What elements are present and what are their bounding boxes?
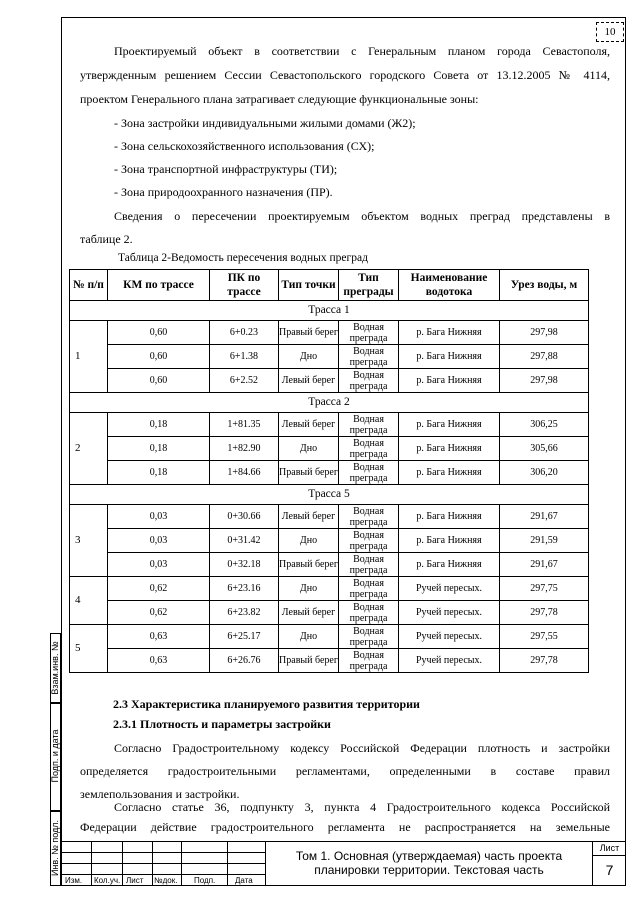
zone-item: - Зона застройки индивидуальными жилыми домами (Ж2); — [114, 116, 416, 130]
table-cell: 1+84.66 — [210, 461, 279, 485]
table-cell: Водная преграда — [339, 505, 399, 529]
table-cell: 0,63 — [108, 649, 210, 673]
table-cell: 0,03 — [108, 553, 210, 577]
table-cell: 0+30.66 — [210, 505, 279, 529]
section-title: Трасса 2 — [70, 393, 589, 413]
section-heading-2-3-1: 2.3.1 Плотность и параметры застройки — [113, 717, 331, 731]
table-cell: 0+31.42 — [210, 529, 279, 553]
table-cell: 0,18 — [108, 461, 210, 485]
table-cell: Ручей пересых. — [399, 577, 500, 601]
stamp-label: Изм. — [65, 876, 83, 885]
table-cell: 6+23.16 — [210, 577, 279, 601]
table-cell: 297,98 — [500, 369, 589, 393]
table-cell: р. Бага Нижняя — [399, 369, 500, 393]
table-cell: 291,67 — [500, 553, 589, 577]
table-row — [70, 601, 589, 625]
table-row — [70, 553, 589, 577]
paragraph-3-line-3: землепользования и застройки. — [80, 787, 240, 801]
table-cell: 306,20 — [500, 461, 589, 485]
table-cell: 297,55 — [500, 625, 589, 649]
table-cell: 0,03 — [108, 505, 210, 529]
table-cell: 0,60 — [108, 321, 210, 345]
document-title-line-1: Том 1. Основная (утверждаемая) часть проекта — [295, 849, 563, 863]
table-cell: 6+23.82 — [210, 601, 279, 625]
stamp-label: Подп. — [194, 876, 216, 885]
paragraph-2-line-1: Сведения о пересечении проектируемым объектом водных преград представлены в — [114, 209, 610, 223]
table-cell: Правый берег — [279, 461, 339, 485]
sheet-label: Лист — [593, 841, 626, 856]
table-cell: р. Бага Нижняя — [399, 345, 500, 369]
table-cell: 0,62 — [108, 601, 210, 625]
paragraph-1-line-1: Проектируемый объект в соответствии с Генеральным планом города Севастополя, — [114, 44, 610, 58]
table-row — [70, 369, 589, 393]
table-cell: Водная преграда — [339, 413, 399, 437]
table-cell: 305,66 — [500, 437, 589, 461]
row-number: 1 — [70, 321, 108, 393]
stamp-label: Дата — [235, 876, 253, 885]
table-cell: 0,18 — [108, 413, 210, 437]
table-cell: Водная преграда — [339, 369, 399, 393]
table-cell: 6+0.23 — [210, 321, 279, 345]
table-cell: 0,63 — [108, 625, 210, 649]
table-cell: Левый берег — [279, 505, 339, 529]
table-cell: 0+32.18 — [210, 553, 279, 577]
table-cell: 297,88 — [500, 345, 589, 369]
col-header: № п/п — [70, 270, 108, 301]
table-cell: Левый берег — [279, 369, 339, 393]
table-cell: 297,98 — [500, 321, 589, 345]
row-number: 4 — [70, 577, 108, 625]
table-cell: р. Бага Нижняя — [399, 553, 500, 577]
paragraph-4-line-1: Согласно статье 36, подпункту 3, пункта 4 Градостроительного кодекса Российской — [114, 800, 610, 814]
row-number: 5 — [70, 625, 108, 673]
water-crossings-table — [69, 269, 589, 673]
table-cell: р. Бага Нижняя — [399, 321, 500, 345]
section-title: Трасса 5 — [70, 485, 589, 505]
col-header: Наименование водотока — [399, 270, 500, 301]
table-cell: Водная преграда — [339, 461, 399, 485]
section-row — [70, 301, 589, 321]
table-cell: 306,25 — [500, 413, 589, 437]
table-cell: 291,67 — [500, 505, 589, 529]
table-cell: Ручей пересых. — [399, 625, 500, 649]
table-row — [70, 505, 589, 529]
paragraph-2-line-2: таблице 2. — [80, 232, 133, 246]
section-row — [70, 485, 589, 505]
table-cell: Водная преграда — [339, 601, 399, 625]
table-cell: р. Бага Нижняя — [399, 505, 500, 529]
table-row — [70, 529, 589, 553]
paragraph-3-line-2: определяется градостроительными регламентами, определенными в составе правил — [80, 764, 610, 778]
table-row — [70, 321, 589, 345]
document-title-line-2: планировки территории. Текстовая часть — [314, 863, 544, 877]
table-cell: Водная преграда — [339, 529, 399, 553]
paragraph-3-line-1: Согласно Градостроительному кодексу Российской Федерации плотность и застройки — [114, 741, 610, 755]
table-cell: Правый берег — [279, 649, 339, 673]
side-label-podp: Подп. и дата — [50, 729, 60, 783]
document-title — [266, 841, 592, 886]
paragraph-1-line-2: утвержденным решением Сессии Севастопольского городского Совета от 13.12.2005 № 4114, — [80, 68, 610, 82]
table-cell: Водная преграда — [339, 577, 399, 601]
paragraph-4-line-2: Федерации действие градостроительного регламента не распространяется на земельные — [80, 820, 610, 834]
table-cell: 297,78 — [500, 601, 589, 625]
col-header: Тип точки — [279, 270, 339, 301]
table-cell: Ручей пересых. — [399, 601, 500, 625]
table-cell: 0,60 — [108, 345, 210, 369]
table-cell: р. Бага Нижняя — [399, 437, 500, 461]
table-cell: Левый берег — [279, 601, 339, 625]
top-page-number: 10 — [596, 22, 624, 42]
zone-item: - Зона транспортной инфраструктуры (ТИ); — [114, 162, 338, 176]
table-row — [70, 345, 589, 369]
table-cell: Дно — [279, 577, 339, 601]
side-label-inv: Инв. № подл. — [50, 819, 60, 877]
table-cell: Правый берег — [279, 553, 339, 577]
sheet-box — [592, 841, 626, 886]
row-number: 3 — [70, 505, 108, 577]
col-header: ПК по трассе — [210, 270, 279, 301]
table-cell: 297,78 — [500, 649, 589, 673]
table-cell: 6+26.76 — [210, 649, 279, 673]
table-cell: 0,18 — [108, 437, 210, 461]
table-cell: Водная преграда — [339, 345, 399, 369]
table-cell: 6+1.38 — [210, 345, 279, 369]
table-cell: Дно — [279, 625, 339, 649]
table-row — [70, 461, 589, 485]
table-cell: 6+2.52 — [210, 369, 279, 393]
table-cell: Водная преграда — [339, 437, 399, 461]
table-row — [70, 413, 589, 437]
table-row — [70, 437, 589, 461]
table-caption: Таблица 2-Ведомость пересечения водных преград — [118, 252, 368, 264]
paragraph-1-line-3: проектом Генерального плана затрагивает следующие функциональные зоны: — [80, 92, 479, 106]
table-row — [70, 625, 589, 649]
table-cell: Дно — [279, 345, 339, 369]
table-cell: Ручей пересых. — [399, 649, 500, 673]
stamp-label: №док. — [154, 876, 178, 885]
side-label-vzam: Взам.инв. № — [50, 641, 60, 695]
table-cell: Дно — [279, 437, 339, 461]
table-cell: 291,59 — [500, 529, 589, 553]
table-row — [70, 577, 589, 601]
title-block — [61, 841, 626, 886]
table-cell: Дно — [279, 529, 339, 553]
section-title: Трасса 1 — [70, 301, 589, 321]
table-cell: 0,03 — [108, 529, 210, 553]
table-cell: 6+25.17 — [210, 625, 279, 649]
stamp-label: Лист — [126, 876, 144, 885]
sheet-number: 7 — [605, 862, 614, 878]
section-row — [70, 393, 589, 413]
row-number: 2 — [70, 413, 108, 485]
table-cell: Левый берег — [279, 413, 339, 437]
table-cell: р. Бага Нижняя — [399, 413, 500, 437]
table-cell: 0,60 — [108, 369, 210, 393]
table-cell: 0,62 — [108, 577, 210, 601]
stamp-label: Кол.уч. — [94, 876, 121, 885]
table-row — [70, 649, 589, 673]
zone-item: - Зона сельскохозяйственного использования (СХ); — [114, 139, 375, 153]
table-cell: 297,75 — [500, 577, 589, 601]
table-cell: Водная преграда — [339, 625, 399, 649]
table-cell: Водная преграда — [339, 321, 399, 345]
col-header: Урез воды, м — [500, 270, 589, 301]
col-header: КМ по трассе — [108, 270, 210, 301]
table-cell: 1+81.35 — [210, 413, 279, 437]
table-cell: Правый берег — [279, 321, 339, 345]
table-cell: р. Бага Нижняя — [399, 529, 500, 553]
table-header-row — [70, 270, 589, 301]
table-cell: 1+82.90 — [210, 437, 279, 461]
zone-item: - Зона природоохранного назначения (ПР). — [114, 185, 333, 199]
table-cell: Водная преграда — [339, 649, 399, 673]
section-heading-2-3: 2.3 Характеристика планируемого развития территории — [113, 697, 420, 711]
table-cell: р. Бага Нижняя — [399, 461, 500, 485]
table-cell: Водная преграда — [339, 553, 399, 577]
col-header: Тип преграды — [339, 270, 399, 301]
